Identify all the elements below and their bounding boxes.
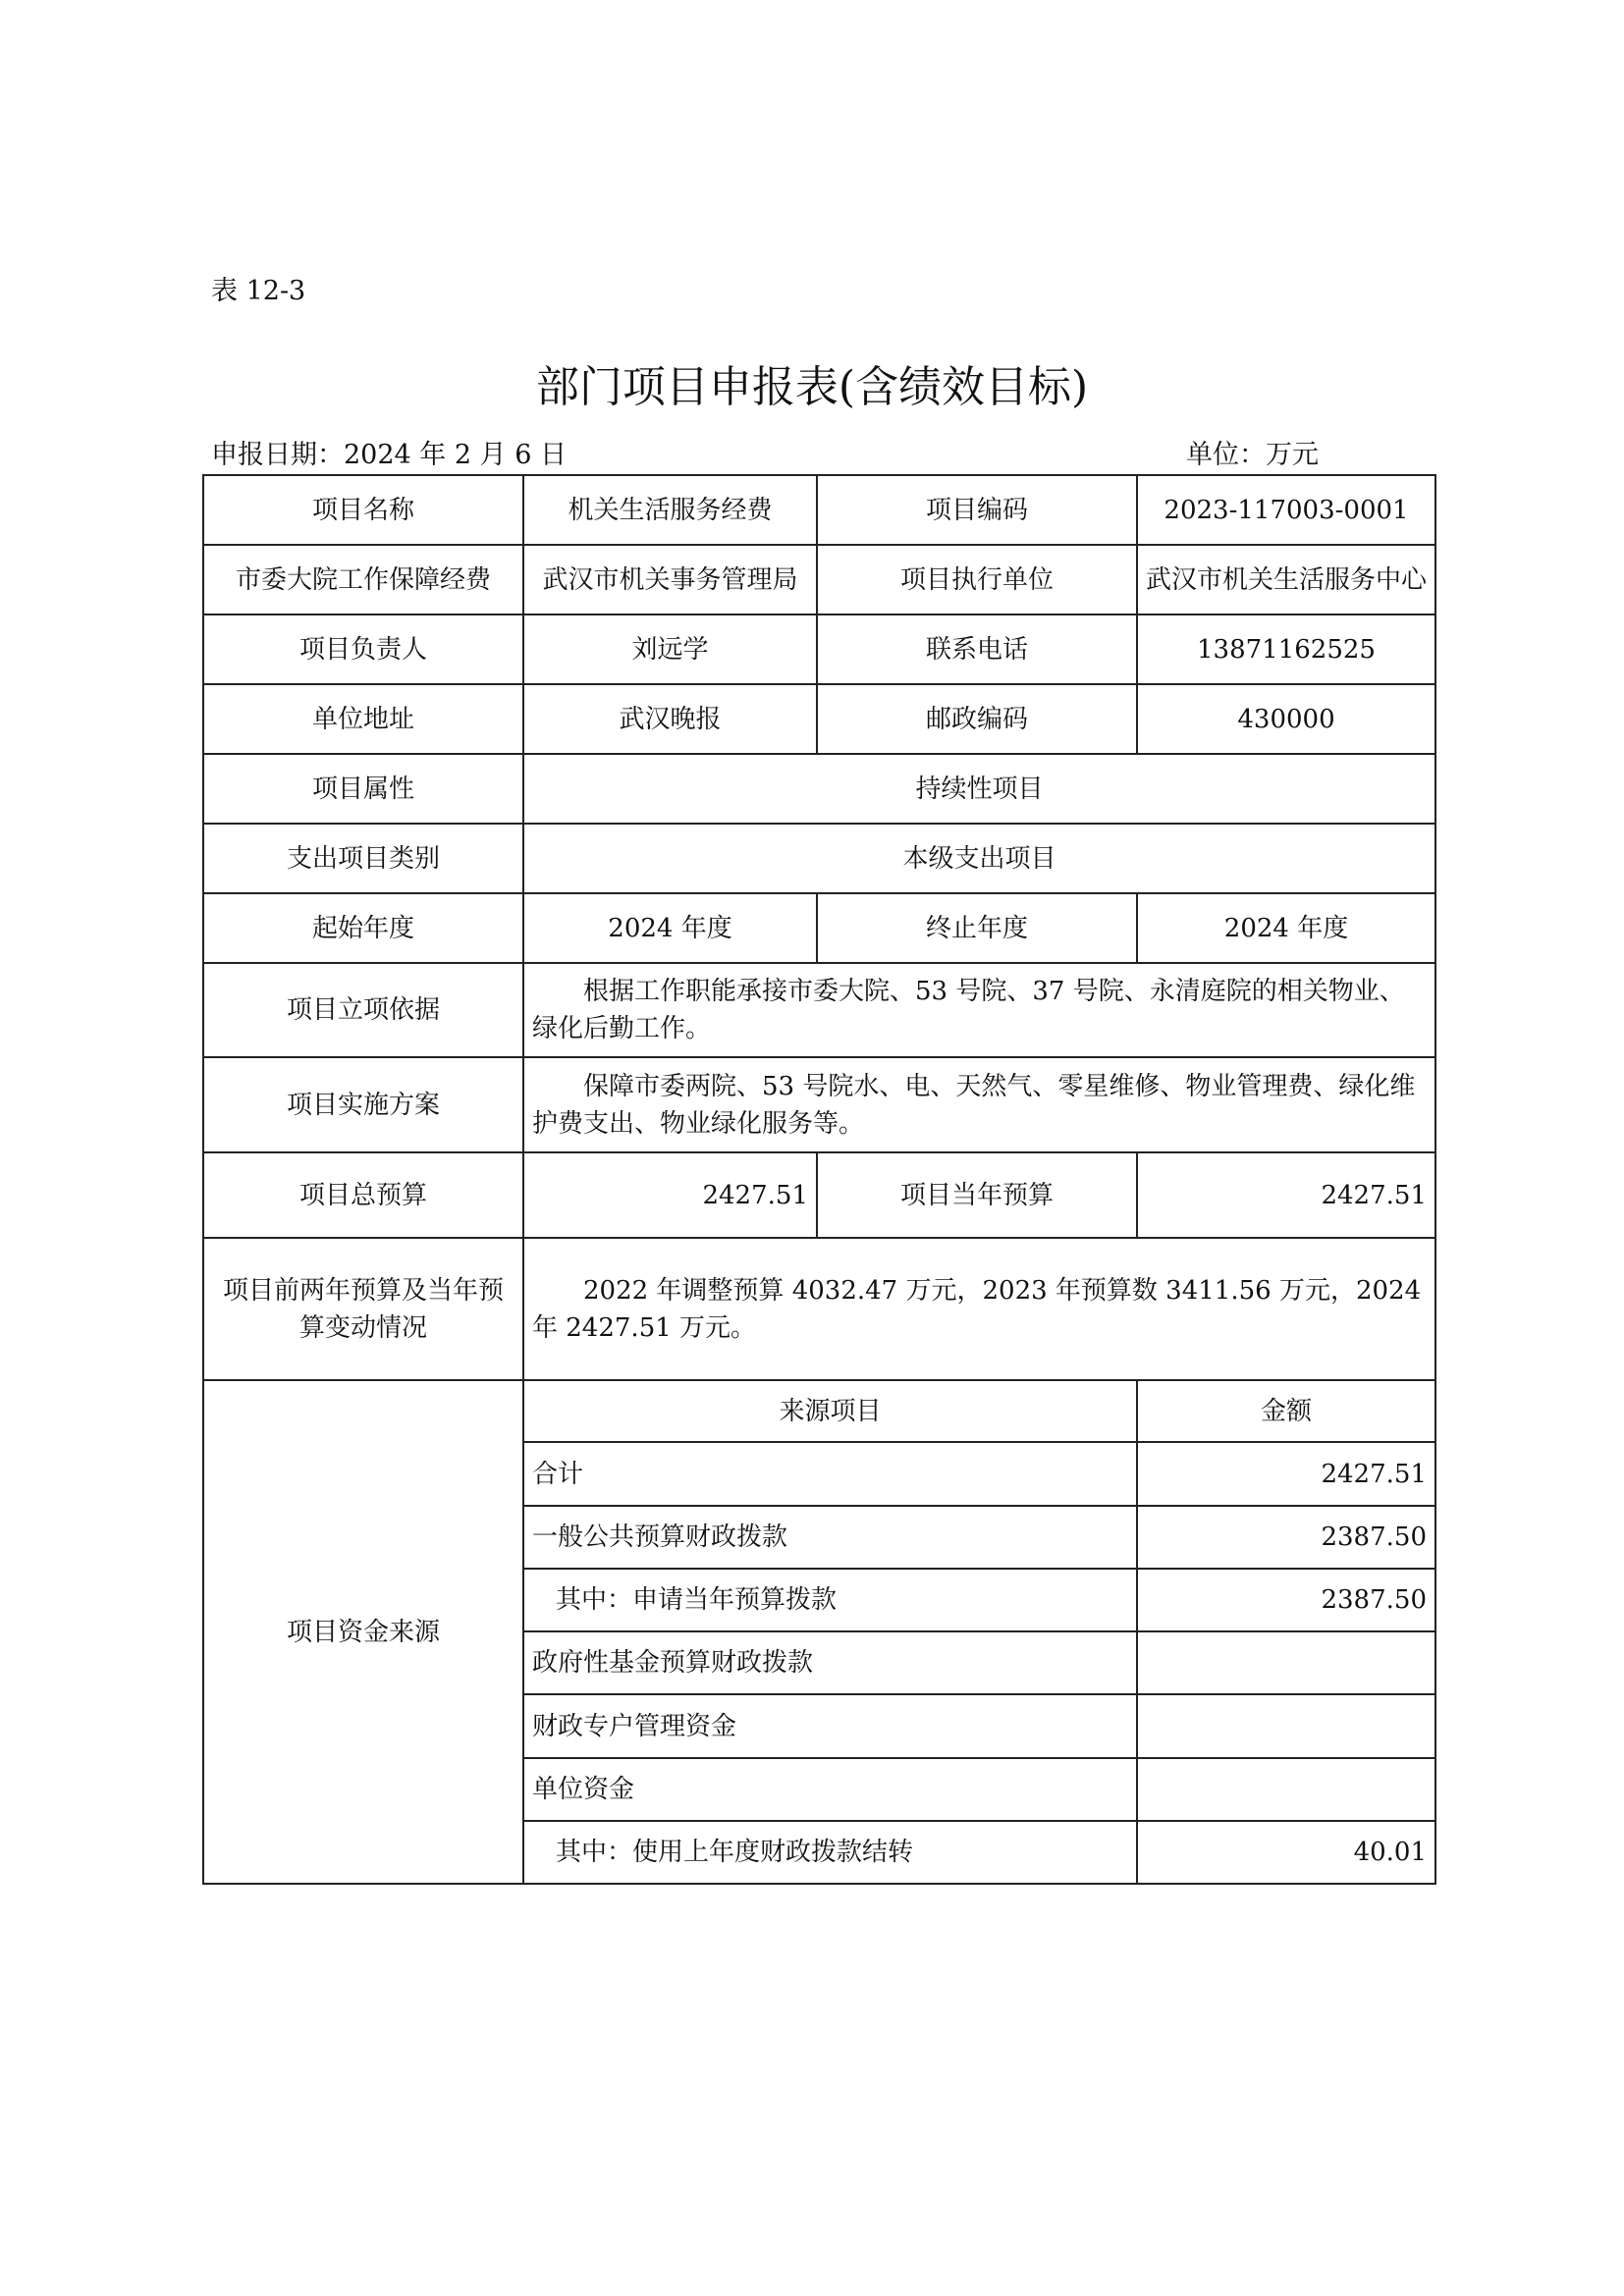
project-code-label: 项目编码 bbox=[817, 475, 1137, 545]
postcode-value: 430000 bbox=[1137, 684, 1435, 754]
project-table bbox=[202, 474, 1436, 1885]
source-header: 来源项目 bbox=[523, 1380, 1137, 1442]
funding-item-name: 合计 bbox=[523, 1442, 1137, 1506]
table-row bbox=[203, 893, 1435, 963]
table-row bbox=[203, 824, 1435, 893]
expense-type-label: 支出项目类别 bbox=[203, 824, 523, 893]
expense-type-value: 本级支出项目 bbox=[523, 824, 1435, 893]
address-value: 武汉晚报 bbox=[523, 684, 817, 754]
table-row bbox=[203, 1152, 1435, 1238]
funding-item-amount: 2427.51 bbox=[1137, 1442, 1435, 1506]
funding-item-name: 一般公共预算财政拨款 bbox=[523, 1506, 1137, 1569]
report-date: 申报日期：2024 年 2 月 6 日 bbox=[211, 440, 567, 470]
exec-unit-value: 武汉市机关生活服务中心 bbox=[1137, 545, 1435, 614]
start-year-value: 2024 年度 bbox=[523, 893, 817, 963]
funding-item-amount: 2387.50 bbox=[1137, 1569, 1435, 1631]
current-budget-label: 项目当年预算 bbox=[817, 1152, 1137, 1238]
table-row bbox=[203, 1057, 1435, 1152]
page-title: 部门项目申报表(含绩效目标) bbox=[535, 362, 1089, 412]
end-year-label: 终止年度 bbox=[817, 893, 1137, 963]
table-row bbox=[203, 684, 1435, 754]
table-row bbox=[203, 1380, 1435, 1442]
funding-item-amount: 2387.50 bbox=[1137, 1506, 1435, 1569]
table-row bbox=[203, 963, 1435, 1057]
table-row bbox=[203, 545, 1435, 614]
end-year-value: 2024 年度 bbox=[1137, 893, 1435, 963]
basis-value: 根据工作职能承接市委大院、53 号院、37 号院、永清庭院的相关物业、绿化后勤工作。 bbox=[523, 963, 1435, 1057]
form-number: 表 12-3 bbox=[211, 276, 306, 306]
category-value: 武汉市机关事务管理局 bbox=[523, 545, 817, 614]
attribute-label: 项目属性 bbox=[203, 754, 523, 824]
amount-header: 金额 bbox=[1137, 1380, 1435, 1442]
total-budget-label: 项目总预算 bbox=[203, 1152, 523, 1238]
current-budget-value: 2427.51 bbox=[1137, 1152, 1435, 1238]
history-label: 项目前两年预算及当年预算变动情况 bbox=[203, 1238, 523, 1380]
owner-label: 项目负责人 bbox=[203, 614, 523, 684]
unit-label: 单位：万元 bbox=[1186, 440, 1319, 470]
funding-item-amount bbox=[1137, 1631, 1435, 1694]
funding-item-name: 政府性基金预算财政拨款 bbox=[523, 1631, 1137, 1694]
project-code-value: 2023-117003-0001 bbox=[1137, 475, 1435, 545]
funding-item-name: 财政专户管理资金 bbox=[523, 1694, 1137, 1758]
category-label: 市委大院工作保障经费 bbox=[203, 545, 523, 614]
funding-source-label: 项目资金来源 bbox=[203, 1380, 523, 1884]
attribute-value: 持续性项目 bbox=[523, 754, 1435, 824]
basis-label: 项目立项依据 bbox=[203, 963, 523, 1057]
table-row bbox=[203, 475, 1435, 545]
phone-label: 联系电话 bbox=[817, 614, 1137, 684]
plan-label: 项目实施方案 bbox=[203, 1057, 523, 1152]
address-label: 单位地址 bbox=[203, 684, 523, 754]
table-row bbox=[203, 614, 1435, 684]
project-name-label: 项目名称 bbox=[203, 475, 523, 545]
funding-item-name: 单位资金 bbox=[523, 1758, 1137, 1821]
exec-unit-label: 项目执行单位 bbox=[817, 545, 1137, 614]
funding-item-amount bbox=[1137, 1694, 1435, 1758]
start-year-label: 起始年度 bbox=[203, 893, 523, 963]
total-budget-value: 2427.51 bbox=[523, 1152, 817, 1238]
funding-item-amount bbox=[1137, 1758, 1435, 1821]
funding-item-amount: 40.01 bbox=[1137, 1821, 1435, 1884]
project-name-value: 机关生活服务经费 bbox=[523, 475, 817, 545]
owner-value: 刘远学 bbox=[523, 614, 817, 684]
funding-item-name: 其中：使用上年度财政拨款结转 bbox=[523, 1821, 1137, 1884]
phone-value: 13871162525 bbox=[1137, 614, 1435, 684]
postcode-label: 邮政编码 bbox=[817, 684, 1137, 754]
funding-item-name: 其中：申请当年预算拨款 bbox=[523, 1569, 1137, 1631]
table-row bbox=[203, 1238, 1435, 1380]
plan-value: 保障市委两院、53 号院水、电、天然气、零星维修、物业管理费、绿化维护费支出、物业绿化服务等。 bbox=[523, 1057, 1435, 1152]
table-row bbox=[203, 754, 1435, 824]
history-value: 2022 年调整预算 4032.47 万元，2023 年预算数 3411.56 万元，2024 年 2427.51 万元。 bbox=[523, 1238, 1435, 1380]
